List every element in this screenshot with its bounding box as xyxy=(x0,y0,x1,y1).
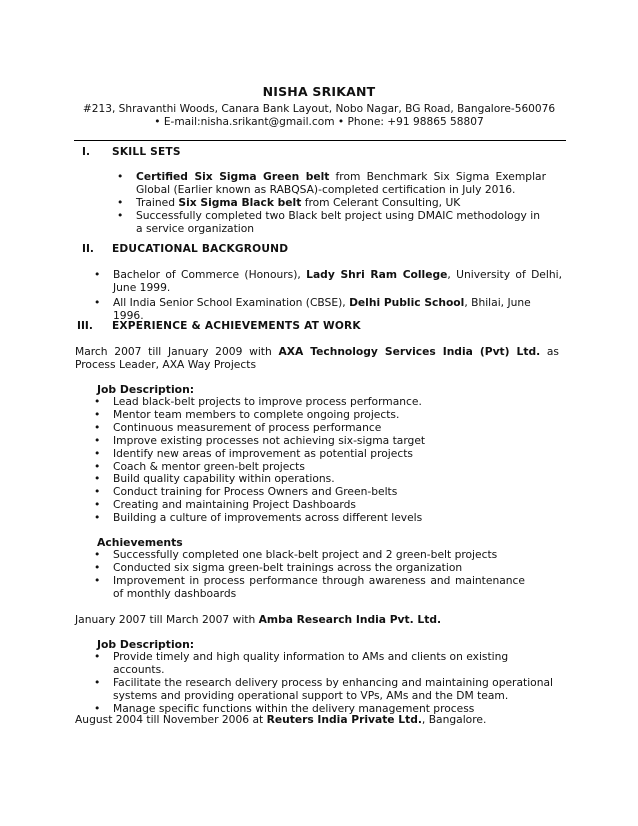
header-divider xyxy=(74,140,566,141)
candidate-name: NISHA SRIKANT xyxy=(262,84,376,99)
list-item: • Build quality capability within operations. xyxy=(94,472,335,486)
list-item: • Successfully completed one black-belt project and 2 green-belt projects xyxy=(94,548,498,561)
list-item: • Coach & mentor green-belt projects xyxy=(94,459,305,473)
contact-line xyxy=(0,116,638,128)
list-item: • Lead black-belt projects to improve process performance. xyxy=(94,395,422,408)
company-name: Reuters India Private Ltd. xyxy=(266,713,422,726)
list-item: • Identify new areas of improvement as potential projects xyxy=(94,446,413,460)
address-line: #213, Shravanthi Woods, Canara Bank Layout, Nobo Nagar, BG Road, Bangalore-560076 xyxy=(82,103,556,115)
job1-description-list xyxy=(94,395,553,525)
list-item: • Conduct training for Process Owners and Green-belts xyxy=(94,485,398,499)
job2-intro: January 2007 till March 2007 with Amba Research India Pvt. Ltd. xyxy=(75,613,442,626)
job2-description-list xyxy=(94,650,559,716)
section-title: EDUCATIONAL BACKGROUND xyxy=(112,243,289,255)
education-list xyxy=(94,268,562,323)
list-item: • All India Senior School Examination (CBSE), Delhi Public School, Bhilai, June 1996. xyxy=(94,295,531,322)
section-title: EXPERIENCE & ACHIEVEMENTS AT WORK xyxy=(112,320,361,332)
list-item: • Creating and maintaining Project Dashboards xyxy=(94,498,356,512)
section-number: II. xyxy=(82,243,94,255)
list-item: • Mentor team members to complete ongoing projects. xyxy=(94,407,400,421)
phone-text: Phone: +91 98865 58807 xyxy=(347,116,484,128)
job1-achievements-title: Achievements xyxy=(97,536,183,549)
list-item: • Manage specific functions within the delivery management process xyxy=(94,701,475,715)
list-item: • Trained Six Sigma Black belt from Celerant Consulting, UK xyxy=(117,195,461,209)
list-item: • Continuous measurement of process performance xyxy=(94,420,382,434)
list-item: • Building a culture of improvements across different levels xyxy=(94,511,423,525)
list-item: • Conducted six sigma green-belt trainings across the organization xyxy=(94,560,463,574)
list-item: • Certified Six Sigma Green belt from Benchmark Six Sigma Exemplar Global (Earlier known as RABQSA)-completed certification in July 2016. xyxy=(117,170,546,196)
list-item: • Provide timely and high quality information to AMs and clients on existing accounts. xyxy=(94,650,509,676)
company-name: Amba Research India Pvt. Ltd. xyxy=(258,613,442,626)
section-number: I. xyxy=(82,146,90,158)
section-title: SKILL SETS xyxy=(112,146,181,158)
skills-list xyxy=(117,170,546,236)
job2-description-title: Job Description: xyxy=(97,638,195,651)
list-item: • Bachelor of Commerce (Honours), Lady Shri Ram College, University of Delhi, June 1999. xyxy=(94,268,562,294)
list-item: • Facilitate the research delivery process by enhancing and maintaining operational systems and providing operational support to VPs, AMs and the DM team. xyxy=(94,675,553,702)
job1-description-title: Job Description: xyxy=(97,383,195,396)
bullet-icon: • xyxy=(337,116,345,128)
section-number: III. xyxy=(77,320,93,332)
job1-intro: March 2007 till January 2009 with AXA Technology Services India (Pvt) Ltd. as Process Leader, AXA Way Projects xyxy=(75,345,560,371)
bullet-icon: • xyxy=(154,116,161,128)
list-item: • Improvement in process performance through awareness and maintenance of monthly dashboards xyxy=(94,573,525,600)
job1-achievements-list xyxy=(94,548,525,601)
list-item: • Successfully completed two Black belt project using DMAIC methodology in a service organization xyxy=(117,208,540,235)
job3-intro: August 2004 till November 2006 at Reuters India Private Ltd., Bangalore. xyxy=(75,713,487,726)
list-item: • Improve existing processes not achieving six-sigma target xyxy=(94,433,426,447)
email-text: E-mail:nisha.srikant@gmail.com xyxy=(163,116,335,128)
company-name: AXA Technology Services India (Pvt) Ltd. xyxy=(278,345,541,358)
